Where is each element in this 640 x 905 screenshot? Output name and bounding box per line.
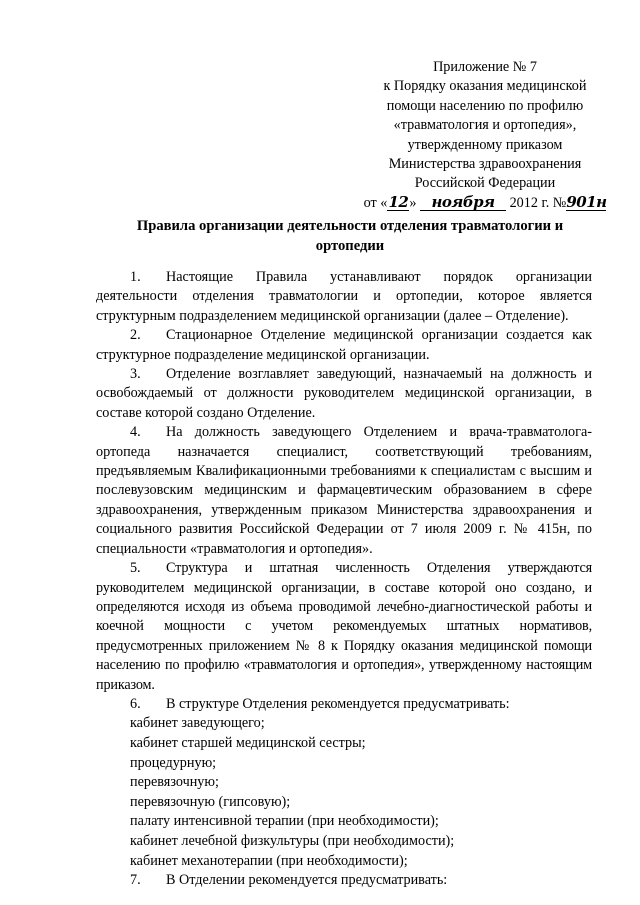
paragraph-number: 6. — [130, 695, 141, 712]
list-item: кабинет старшей медицинской сестры; — [130, 734, 366, 751]
appendix-line: к Порядку оказания медицинской — [383, 78, 587, 95]
appendix-line: помощи населению по профилю — [386, 97, 584, 114]
room-list — [96, 714, 592, 871]
paragraph-number: 5. — [130, 560, 141, 577]
list-item: палату интенсивной терапии (при необходимости); — [130, 813, 439, 830]
paragraph-number: 1. — [130, 269, 141, 285]
list-item: кабинет лечебной физкультуры (при необходимости); — [130, 832, 455, 849]
appendix-title: Приложение № 7 — [433, 59, 537, 75]
paragraph-4 — [96, 423, 592, 559]
paragraph-6 — [96, 695, 592, 714]
paragraph-1 — [96, 268, 592, 326]
paragraph-number: 2. — [130, 327, 141, 344]
list-item: процедурную; — [130, 754, 217, 771]
title-line: Правила организации деятельности отделения травматологии и — [136, 218, 564, 234]
date-mid: » — [409, 194, 417, 211]
paragraph-3 — [96, 365, 592, 423]
paragraph-number: 7. — [130, 872, 141, 889]
list-item: перевязочную (гипсовую); — [130, 793, 291, 810]
appendix-line: Министерства здравоохранения — [388, 156, 582, 173]
order-date-line — [356, 194, 614, 213]
list-item: кабинет механотерапии (при необходимости); — [130, 852, 408, 869]
appendix-line: «травматология и ортопедия», — [393, 117, 577, 134]
title-line: ортопедии — [315, 238, 385, 254]
handwritten-month: ноября — [420, 195, 506, 211]
handwritten-day: 12 — [388, 192, 409, 211]
paragraph-text: В структуре Отделения рекомендуется предусматривать: — [166, 695, 510, 712]
list-item: кабинет заведующего; — [130, 715, 265, 732]
handwritten-number: 901н — [566, 192, 607, 211]
appendix-line: Российской Федерации — [414, 175, 556, 192]
date-prefix: от « — [363, 194, 388, 211]
paragraph-number: 4. — [130, 424, 141, 441]
date-year: 2012 г. № — [509, 194, 567, 211]
paragraph-text: Структура и штатная численность Отделения утверждаются руководителем медицинской организации, в составе которой оно создано, и определяются исходя из объема проводимой лечебно-диагностической работы и коечной мощности с учетом рекомендуемых штатных нормативов, предусмотренных приложением № 8 к Порядку оказания медицинской помощи населению по профилю «травматология и ортопедия», утвержденному настоящим приказом. — [96, 560, 592, 693]
paragraph-number: 3. — [130, 366, 141, 383]
paragraph-text: На должность заведующего Отделением и врача-травматолога-ортопеда назначается специалист, соответствующий требованиям, предъявляемым Квалификационными требованиями к специалистам с высшим и послевузовским медицинским и фармацевтическим образованием в сфере здравоохранения, утвержденным приказом Министерства здравоохранения и социального развития Российской Федерации от 7 июля 2009 г. № 415н, по специальности «травматология и ортопедия». — [96, 424, 592, 557]
paragraph-5 — [96, 559, 592, 695]
document-body — [96, 268, 592, 891]
paragraph-text: В Отделении рекомендуется предусматривать: — [166, 872, 448, 889]
paragraph-text: Настоящие Правила устанавливают порядок организации деятельности отделения травматологии и ортопедии, которое является структурным подразделением медицинской организации (далее – Отделение). — [96, 269, 592, 324]
paragraph-2 — [96, 326, 592, 365]
paragraph-text: Отделение возглавляет заведующий, назначаемый на должность и освобождаемый от должности руководителем медицинской организации, в составе которой создано Отделение. — [96, 366, 592, 421]
list-item: перевязочную; — [130, 774, 219, 791]
paragraph-7 — [96, 871, 592, 890]
appendix-line: утвержденному приказом — [407, 136, 563, 153]
document-title — [112, 216, 588, 256]
appendix-header — [356, 58, 614, 213]
paragraph-text: Стационарное Отделение медицинской организации создается как структурное подразделение медицинской организации. — [96, 327, 592, 363]
